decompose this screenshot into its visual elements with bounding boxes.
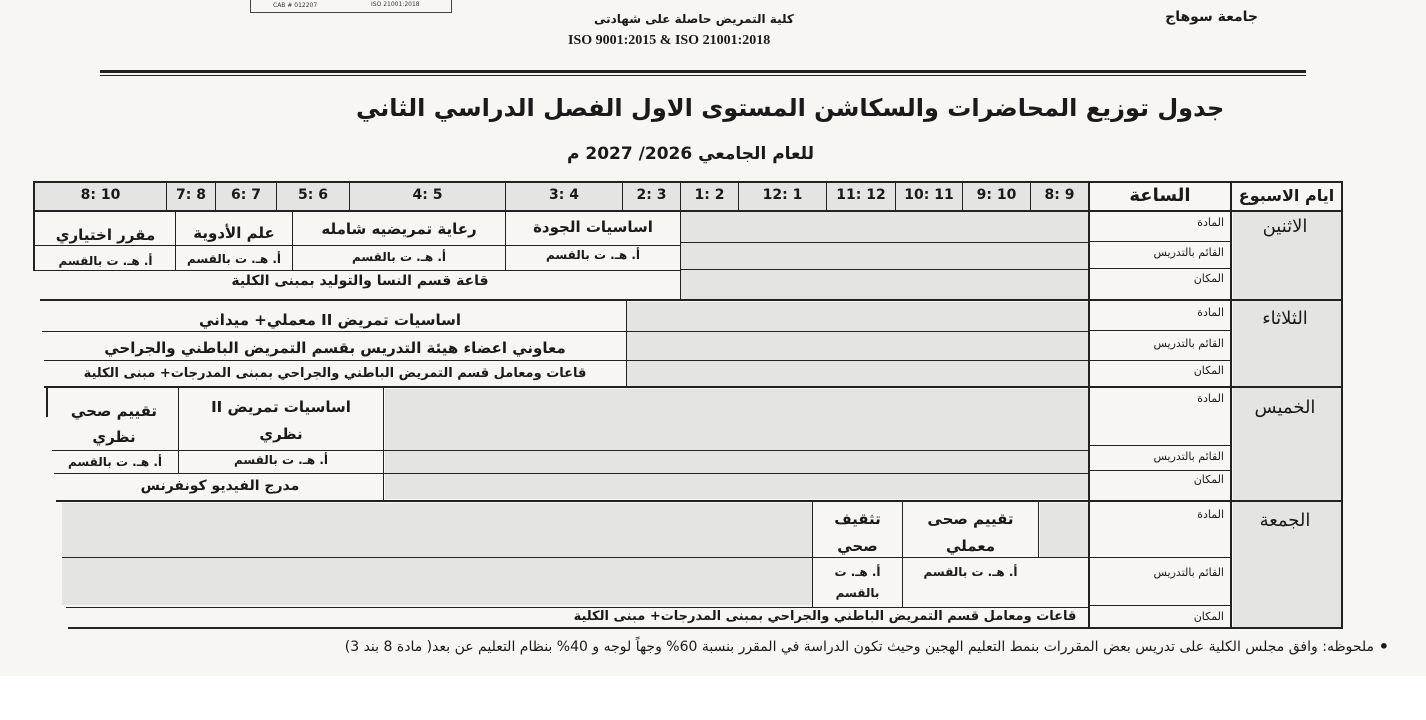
row-label-place: المكان <box>1193 272 1224 285</box>
time-slot: 4 :3 <box>549 187 579 203</box>
friday-instructor-line1: أ. هـ. ت <box>834 565 881 579</box>
logo-text-right: ISO 21001:2018 <box>371 1 420 8</box>
friday-subject-line2: معملي <box>945 537 996 555</box>
time-slot: 12 :11 <box>836 187 886 203</box>
row-label-subject: المادة <box>1197 392 1224 405</box>
time-slot: 10 :8 <box>80 187 121 203</box>
time-slot: 2 :1 <box>694 187 725 203</box>
day-thursday: الخميس <box>1254 397 1316 418</box>
university-name: جامعة سوهاج <box>1165 9 1258 25</box>
time-slot: 11 :10 <box>904 187 954 203</box>
time-slot: 3 :2 <box>636 187 667 203</box>
header-divider <box>100 70 1306 73</box>
time-slot: 9 :8 <box>1044 187 1075 203</box>
row-label-instructor: القائم بالتدريس <box>1153 246 1224 259</box>
schedule-subtitle: للعام الجامعي 2026/ 2027 م <box>567 144 814 164</box>
friday-empty-shade-2 <box>1040 503 1088 558</box>
friday-instructor-line2: بالقسم <box>835 586 880 600</box>
friday-empty-shade <box>62 503 812 605</box>
row-label-subject: المادة <box>1197 306 1224 319</box>
monday-instructor: أ. هـ. ت بالقسم <box>545 248 641 262</box>
thursday-subject-line2: نظري <box>259 425 303 443</box>
schedule-title: جدول توزيع المحاضرات والسكاشن المستوى الاول الفصل الدراسي الثاني <box>356 94 1225 122</box>
monday-instructor: أ. هـ. ت بالقسم <box>186 252 282 266</box>
tuesday-instructor: معاوني اعضاء هيئة التدريس بقسم التمريض الباطني والجراحي <box>104 339 566 357</box>
day-monday: الاثنين <box>1262 216 1308 237</box>
row-label-place: المكان <box>1193 364 1224 377</box>
row-label-instructor: القائم بالتدريس <box>1153 566 1224 579</box>
note-bullet: • <box>1378 637 1389 656</box>
tuesday-place: قاعات ومعامل قسم التمريض الباطني والجراحي بمبنى المدرجات+ مبنى الكلية <box>83 366 587 381</box>
tuesday-empty-shade <box>626 302 1088 386</box>
iso-certification: ISO 9001:2015 & ISO 21001:2018 <box>568 33 771 48</box>
row-label-instructor: القائم بالتدريس <box>1153 337 1224 350</box>
day-tuesday: الثلاثاء <box>1262 308 1308 329</box>
monday-subject: مقرر اختياري <box>55 226 156 244</box>
monday-empty-shade <box>680 212 1088 299</box>
thursday-subject-line2: نظري <box>92 428 136 446</box>
friday-subject-line2: صحي <box>837 537 878 555</box>
time-slot: 8 :7 <box>176 187 206 203</box>
day-column-shade <box>1233 212 1341 627</box>
day-column-header: ايام الاسبوع <box>1238 186 1335 205</box>
thursday-empty-shade <box>385 389 1088 499</box>
page-bottom-edge <box>0 676 1426 720</box>
row-label-place: المكان <box>1193 473 1224 486</box>
time-slot: 5 :4 <box>412 187 443 203</box>
thursday-instructor: أ. هـ. ت بالقسم <box>233 453 329 467</box>
header-divider-thin <box>100 75 1306 76</box>
friday-subject-line1: تثقيف <box>834 510 881 528</box>
thursday-subject-line1: اساسيات تمريض II <box>211 398 351 416</box>
time-slot: 1 :12 <box>762 187 803 203</box>
time-slot: 10 :9 <box>976 187 1017 203</box>
thursday-place: مدرج الفيديو كونفرنس <box>140 478 300 494</box>
tuesday-subject: اساسيات تمريض II معملي+ ميداني <box>199 311 461 329</box>
row-label-instructor: القائم بالتدريس <box>1153 450 1224 463</box>
time-slot: 6 :5 <box>298 187 328 203</box>
friday-place: قاعات ومعامل قسم التمريض الباطني والجراحي بمبنى المدرجات+ مبنى الكلية <box>573 609 1077 624</box>
row-label-subject: المادة <box>1197 216 1224 229</box>
friday-subject-line1: تقييم صحى <box>927 510 1014 528</box>
accreditation-logo-box <box>250 0 452 13</box>
footer-note: ملحوظه: وافق مجلس الكلية على تدريس بعض المقررات بنمط التعليم الهجين وحيث تكون الدراسة في المقرر بنسبة 60% وجهاً لوجه و 40% بنظام التعليم عن بعد( مادة 8 بند 3) <box>344 639 1374 655</box>
monday-place: قاعة قسم النسا والتوليد بمبنى الكلية <box>231 273 489 289</box>
row-label-place: المكان <box>1193 610 1224 623</box>
logo-text-left: CAB # 012207 <box>273 2 318 9</box>
thursday-instructor: أ. هـ. ت بالقسم <box>67 455 163 469</box>
monday-subject: رعاية تمريضيه شامله <box>321 220 477 238</box>
day-friday: الجمعة <box>1259 510 1311 531</box>
time-slot: 7 :6 <box>231 187 261 203</box>
thursday-subject-line1: تقييم صحي <box>70 402 158 420</box>
row-label-subject: المادة <box>1197 508 1224 521</box>
friday-instructor: أ. هـ. ت بالقسم <box>923 565 1018 579</box>
faculty-certification: كلية التمريض حاصلة على شهادتى <box>594 12 794 26</box>
monday-instructor: أ. هـ. ت بالقسم <box>351 250 447 264</box>
monday-subject: اساسيات الجودة <box>533 218 653 236</box>
monday-instructor: أ. هـ. ت بالقسم <box>58 254 153 268</box>
monday-subject: علم الأدوية <box>193 224 275 242</box>
hour-column-header: الساعة <box>1129 185 1191 206</box>
